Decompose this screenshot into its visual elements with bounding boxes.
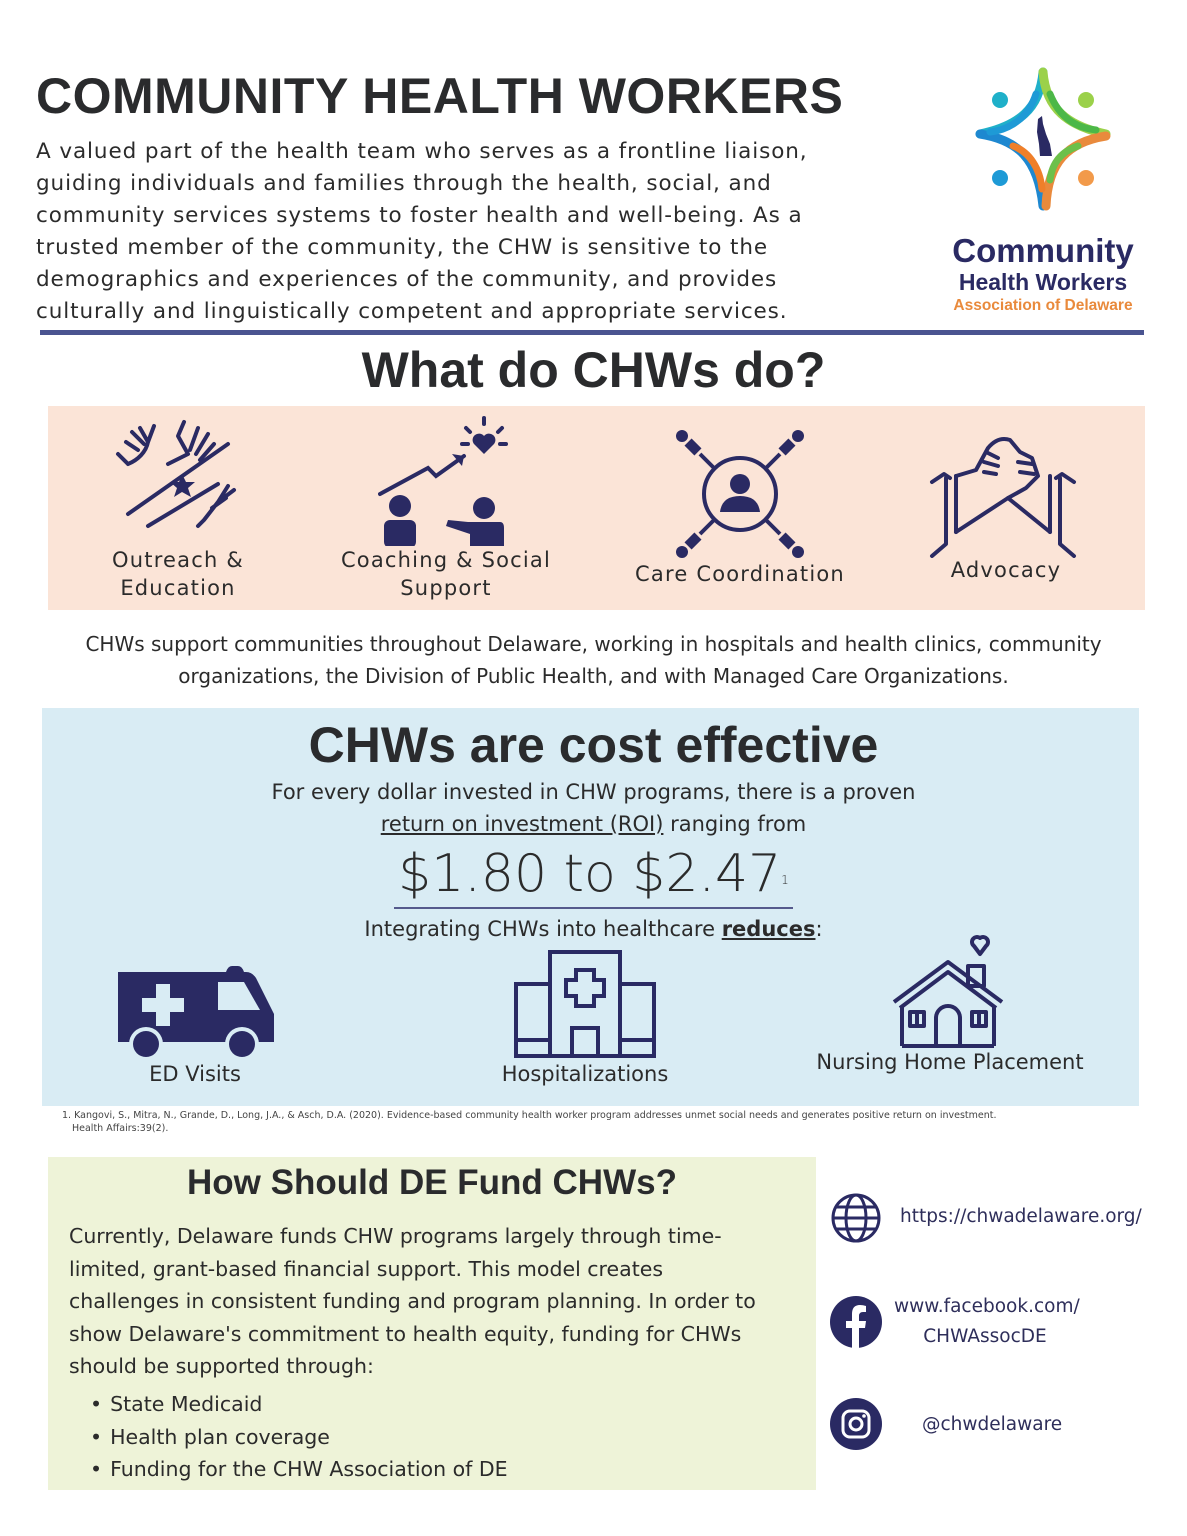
- ambulance-icon: [114, 962, 276, 1062]
- service-advocacy: [876, 406, 1136, 610]
- contact-website[interactable]: [830, 1192, 1170, 1246]
- outcome-label: ED Visits: [149, 1062, 241, 1086]
- instagram-icon: [830, 1398, 882, 1450]
- roi-link-text: return on investment (ROI): [380, 812, 664, 836]
- reduces-line: Integrating CHWs into healthcare reduces:: [364, 917, 823, 941]
- intro-line: community services systems to foster health and well-being. As a: [36, 203, 803, 228]
- what-section-title: What do CHWs do?: [361, 342, 826, 398]
- outcome-label: Nursing Home Placement: [816, 1050, 1084, 1074]
- cost-section-title: CHWs are cost effective: [308, 717, 879, 773]
- facebook-icon: [830, 1296, 882, 1348]
- intro-line: A valued part of the health team who serves as a frontline liaison,: [36, 139, 808, 164]
- intro-line: demographics and experiences of the community, and provides: [36, 267, 778, 292]
- facebook-link[interactable]: www.facebook.com/ CHWAssocDE: [894, 1296, 1080, 1347]
- support-paragraph: CHWs support communities throughout Delaware, working in hospitals and health clinics, community organizations, the Division of Public Health, and with Managed Care Organizations.: [85, 632, 1102, 688]
- intro-line: trusted member of the community, the CHW is sensitive to the: [36, 235, 769, 260]
- service-care-coordination: [610, 406, 870, 610]
- roi-range: [0, 836, 1187, 912]
- logo-text-association: Association of Delaware: [953, 297, 1133, 314]
- intro-line: culturally and linguistically competent and appropriate services.: [36, 299, 788, 324]
- coaching-people-heart-icon: [378, 414, 514, 546]
- instagram-handle[interactable]: @chwdelaware: [922, 1414, 1063, 1435]
- funding-paragraph: Currently, Delaware funds CHW programs largely through time- limited, grant-based financial support. This model creates challenges in consistent funding and program planning. In order to show Delaware's commitment to health equity, funding for CHWs should be supported through:: [69, 1224, 756, 1378]
- service-label: Care Coordination: [635, 562, 845, 586]
- outcome-nursing-home: [800, 932, 1100, 1082]
- raised-hands-star-icon: [108, 414, 248, 532]
- funding-options-list: [90, 1388, 790, 1486]
- website-link[interactable]: https://chwadelaware.org/: [900, 1206, 1142, 1227]
- roi-value: $1.80 to $2.47$^1$: [394, 841, 793, 909]
- intro-line: guiding individuals and families through the health, social, and: [36, 171, 772, 196]
- person-network-icon: [670, 428, 810, 560]
- service-label: Advocacy: [950, 558, 1062, 582]
- globe-icon: [830, 1192, 882, 1244]
- house-heart-icon: [890, 932, 1010, 1050]
- list-item: • Health plan coverage: [90, 1421, 790, 1454]
- citation-footnote: 1. Kangovi, S., Mitra, N., Grande, D., Long, J.A., & Asch, D.A. (2020). Evidence-based community health worker program addresses unmet social needs and generates positive return on investment. Health Affairs:39(2).: [62, 1110, 997, 1134]
- outcome-hospitalizations: [490, 950, 680, 1090]
- chw-association-logo: [928, 64, 1158, 324]
- header-divider: [40, 330, 1144, 335]
- handshake-arm-wrestle-icon: [928, 432, 1078, 558]
- service-coaching-support: [316, 406, 576, 610]
- chw-delaware-logo-icon: [968, 64, 1118, 214]
- cost-intro-line1: For every dollar invested in CHW programs, there is a proven: [271, 780, 916, 804]
- intro-paragraph: [36, 136, 906, 328]
- service-label: Coaching & Social Support: [340, 548, 552, 600]
- fund-section-title: How Should DE Fund CHWs?: [187, 1163, 677, 1202]
- service-label: Outreach & Education: [112, 548, 244, 600]
- outcome-label: Hospitalizations: [501, 1062, 669, 1086]
- hospital-icon: [512, 950, 658, 1060]
- contact-instagram[interactable]: [830, 1398, 1170, 1452]
- list-item: • State Medicaid: [90, 1388, 790, 1421]
- footnote-marker: 1: [781, 873, 789, 887]
- cost-intro-line2: return on investment (ROI) ranging from: [380, 812, 807, 836]
- page-title: COMMUNITY HEALTH WORKERS: [36, 68, 844, 124]
- outcome-ed-visits: [100, 960, 290, 1090]
- service-outreach-education: [48, 406, 308, 610]
- logo-text-community: Community: [952, 232, 1134, 269]
- contact-facebook[interactable]: [830, 1292, 1170, 1352]
- list-item: • Funding for the CHW Association of DE: [90, 1453, 790, 1486]
- logo-text-health-workers: Health Workers: [958, 269, 1128, 295]
- services-panel: [48, 406, 1145, 610]
